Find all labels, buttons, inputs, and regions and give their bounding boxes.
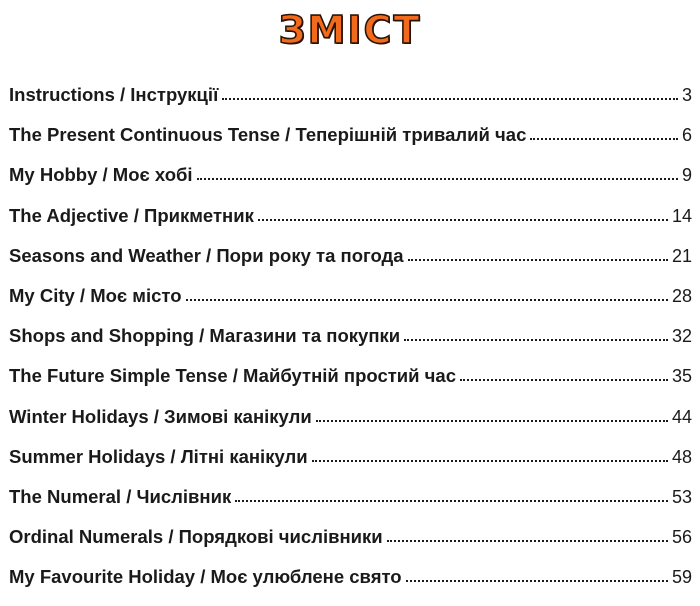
dot-leader (460, 377, 668, 381)
dot-leader (404, 337, 668, 341)
toc-entry-title: Instructions / Інструкції (9, 84, 219, 105)
toc-entry-page: 56 (671, 527, 692, 548)
toc-entry-title: My Hobby / Моє хобі (9, 164, 193, 186)
dot-leader (312, 458, 668, 462)
toc-entry-page: 53 (671, 486, 692, 507)
page-title: ЗМІСТ (278, 8, 422, 52)
toc-entry[interactable] (9, 205, 692, 245)
toc-entry[interactable] (9, 526, 692, 566)
toc-entry-page: 28 (671, 285, 692, 306)
toc-entry-title: Shops and Shopping / Магазини та покупки (9, 325, 401, 347)
toc-entry-title: The Numeral / Числівник (9, 485, 232, 507)
dot-leader (316, 418, 668, 422)
toc-entry-title: The Future Simple Tense / Майбутній простий час (9, 365, 456, 387)
toc-entry-title: My Favourite Holiday / Моє улюблене свято (9, 566, 402, 588)
toc-entry[interactable] (9, 446, 692, 486)
toc-entry[interactable] (9, 164, 692, 204)
toc-entry[interactable] (9, 365, 692, 405)
toc-entry-title: My City / Моє місто (9, 284, 182, 306)
toc-entry[interactable] (9, 406, 692, 446)
toc-entry-page: 6 (681, 125, 692, 146)
toc-entry-page: 44 (671, 406, 692, 427)
dot-leader (406, 578, 668, 582)
dot-leader (258, 217, 668, 221)
toc-entry[interactable] (9, 486, 692, 526)
toc-entry[interactable] (9, 285, 692, 325)
title-area (0, 4, 700, 56)
toc-entry-title: The Present Continuous Tense / Теперішній тривалий час (9, 124, 527, 146)
toc-entry[interactable] (9, 325, 692, 365)
toc-entry-page: 14 (671, 205, 692, 226)
dot-leader (408, 257, 668, 261)
toc-entry-title: The Adjective / Прикметник (9, 204, 254, 226)
toc-entry-page: 9 (681, 165, 692, 186)
toc-entry-page: 32 (671, 326, 692, 347)
toc-entry-title: Summer Holidays / Літні канікули (9, 445, 308, 467)
toc-entry-title: Seasons and Weather / Пори року та погода (9, 244, 404, 266)
toc-entry-title: Ordinal Numerals / Порядкові числівники (9, 526, 383, 548)
toc-entry-page: 35 (671, 366, 692, 387)
table-of-contents (9, 84, 692, 606)
toc-entry-page: 59 (671, 567, 692, 588)
dot-leader (186, 297, 668, 301)
dot-leader (235, 498, 668, 502)
toc-entry-page: 48 (671, 446, 692, 467)
dot-leader (222, 96, 678, 100)
toc-entry[interactable] (9, 84, 692, 124)
toc-entry-page: 21 (671, 245, 692, 266)
toc-entry[interactable] (9, 245, 692, 285)
toc-entry[interactable] (9, 124, 692, 164)
toc-entry-page: 3 (681, 85, 692, 105)
toc-entry-title: Winter Holidays / Зимові канікули (9, 405, 312, 427)
toc-entry[interactable] (9, 566, 692, 606)
dot-leader (387, 538, 668, 542)
dot-leader (530, 136, 678, 140)
dot-leader (197, 176, 678, 180)
